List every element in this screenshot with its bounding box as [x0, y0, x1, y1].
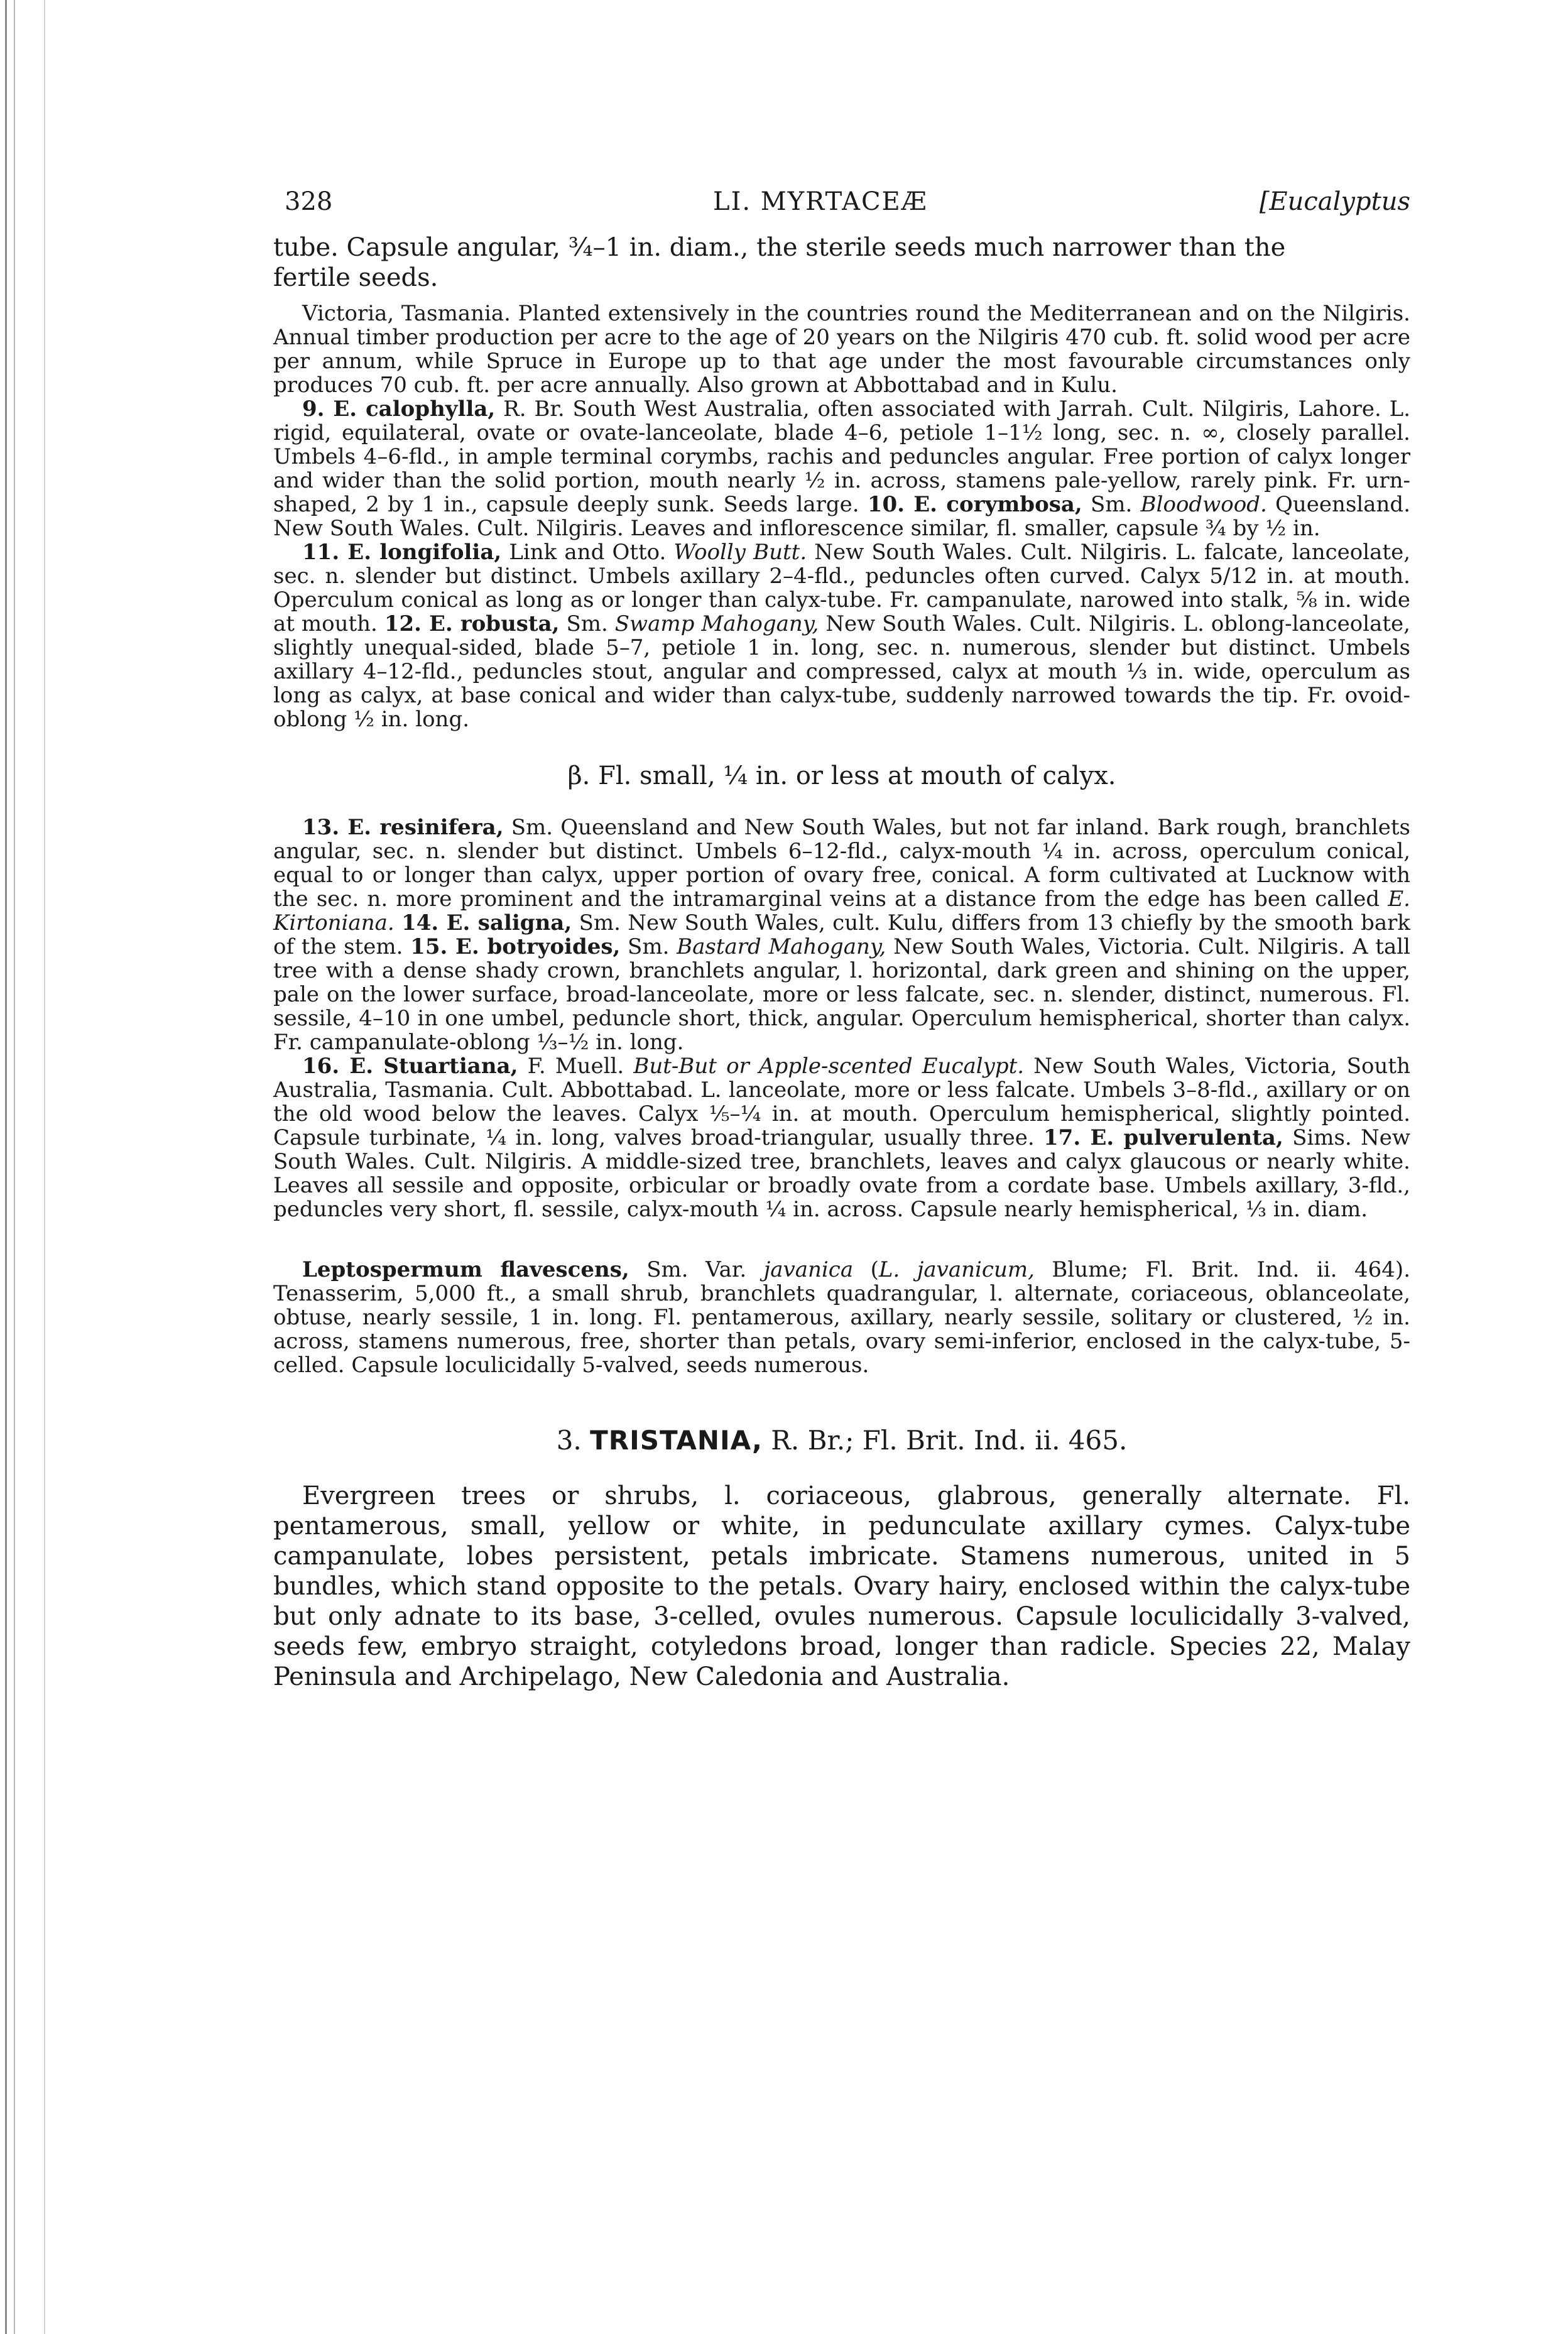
species-name: 10. E. corymbosa, [867, 492, 1082, 517]
species-name: 12. E. robusta, [384, 611, 560, 636]
genus-name: TRISTANIA, [590, 1425, 763, 1456]
species-name: Leptospermum flavescens, [302, 1257, 629, 1282]
species-name: 11. E. longifolia, [302, 540, 502, 565]
tristania-description: Evergreen trees or shrubs, l. coriaceous, glabrous, generally alternate. Fl. pentamerous, small, yellow or white, in pedunculate axillary cymes. Calyx-tube campanulate, lobes persistent, petals imbricate. Stamens numerous, united in 5 bundles, which stand opposite to the petals. Ovary hairy, enclosed within the calyx-tube but only adnate to its base, 3-celled, ovules numerous. Capsule loculicidally 3-valved, seeds few, embryo straight, cotyledons broad, longer than radicle. Species 22, Malay Peninsula and Archipelago, New Caledonia and Australia. [273, 1481, 1410, 1691]
carryover-text: tube. Capsule angular, ¾–1 in. diam., the sterile seeds much narrower than the fertile seeds. [273, 233, 1286, 292]
genus-heading-tristania: 3. TRISTANIA, R. Br.; Fl. Brit. Ind. ii. 465. [556, 1425, 1128, 1456]
genus-header: [Eucalyptus [1259, 187, 1410, 216]
species-paragraph-9-10: 9. E. calophylla, R. Br. South West Australia, often associated with Jarrah. Cult. Nilgiris, Lahore. L. rigid, equilateral, ovate or ovate-lanceolate, blade 4–6, petiole 1–1½ long, sec. n. ∞, closely parallel. Umbels 4–6-fld., in ample terminal corymbs, rachis and peduncles angular. Free portion of calyx longer and wider than the solid portion, mouth nearly ½ in. across, stamens pale-yellow, rarely pink. Fr. urn-shaped, 2 by 1 in., capsule deeply sunk. Seeds large. 10. E. corymbosa, Sm. Bloodwood. Queensland. New South Wales. Cult. Nilgiris. Leaves and inflorescence similar, fl. smaller, capsule ¾ by ½ in. [273, 396, 1411, 541]
species-name: 13. E. resinifera, [302, 815, 504, 840]
species-name: 15. E. botryoides, [410, 934, 621, 959]
common-name: But-But or Apple-scented Eucalypt. [633, 1054, 1025, 1079]
family-title: LI. MYRTACEÆ [713, 187, 928, 216]
section-heading-beta: β. Fl. small, ¼ in. or less at mouth of calyx. [567, 761, 1116, 790]
variety-name: javanica [763, 1257, 854, 1282]
species-name: 14. E. saligna, [401, 910, 572, 935]
scan-edge-line [14, 0, 15, 2334]
page-body [273, 182, 1410, 1692]
species-name: 16. E. Stuartiana, [302, 1054, 518, 1079]
leptospermum-paragraph: Leptospermum flavescens, Sm. Var. javanica (L. javanicum, Blume; Fl. Brit. Ind. ii. 464). Tenasserim, 5,000 ft., a small shrub, branchlets quadrangular, l. alternate, coriaceous, oblanceolate, obtuse, nearly sessile, 1 in. long. Fl. pentamerous, axillary, nearly sessile, solitary or clustered, ½ in. across, stamens numerous, free, shorter than petals, ovary semi-inferior, enclosed in the calyx-tube, 5-celled. Capsule loculicidally 5-valved, seeds numerous. [273, 1257, 1410, 1378]
common-name: Swamp Mahogany, [614, 611, 819, 636]
page-number: 328 [285, 187, 333, 216]
species-name: 9. E. calophylla, [302, 396, 496, 422]
globulus-distribution: Victoria, Tasmania. Planted extensively in the countries round the Mediterranean and on the Nilgiris. Annual timber production per acre to the age of 20 years on the Nilgiris 470 cub. ft. solid wood per acre per annum, while Spruce in Europe up to that age under the most favourable circumstances only produces 70 cub. ft. per acre annually. Also grown at Abbottabad and in Kulu. [273, 301, 1410, 398]
species-paragraph-13-15: 13. E. resinifera, Sm. Queensland and New South Wales, but not far inland. Bark rough, branchlets angular, sec. n. slender but distinct. Umbels 6–12-fld., calyx-mouth ¼ in. across, operculum conical, equal to or longer than calyx, upper portion of ovary free, conical. A form cultivated at Lucknow with the sec. n. more prominent and the intramarginal veins at a distance from the edge has been called E. Kirtoniana. 14. E. saligna, Sm. New South Wales, cult. Kulu, differs from 13 chiefly by the smooth bark of the stem. 15. E. botryoides, Sm. Bastard Mahogany, New South Wales, Victoria. Cult. Nilgiris. A tall tree with a dense shady crown, branchlets angular, l. horizontal, dark green and shining on the upper, pale on the lower surface, broad-lanceolate, more or less falcate, sec. n. slender, distinct, numerous. Fl. sessile, 4–10 in one umbel, peduncle short, thick, angular. Operculum hemispherical, shorter than calyx. Fr. campanulate-oblong ⅓–½ in. long. [273, 815, 1411, 1055]
common-name: Bastard Mahogany, [677, 934, 886, 959]
species-paragraph-11-12: 11. E. longifolia, Link and Otto. Woolly Butt. New South Wales. Cult. Nilgiris. L. falcate, lanceolate, sec. n. slender but distinct. Umbels axillary 2–4-fld., peduncles often curved. Calyx 5/12 in. at mouth. Operculum conical as long as or longer than calyx-tube. Fr. campanulate, narowed into stalk, ⅝ in. wide at mouth. 12. E. robusta, Sm. Swamp Mahogany, New South Wales. Cult. Nilgiris. L. oblong-lanceolate, slightly unequal-sided, blade 5–7, petiole 1 in. long, sec. n. numerous, slender but distinct. Umbels axillary 4–12-fld., peduncles stout, angular and compressed, calyx at mouth ⅓ in. wide, operculum as long as calyx, at base conical and wider than calyx-tube, suddenly narrowed towards the tip. Fr. ovoid-oblong ½ in. long. [273, 540, 1411, 732]
scan-edge-line [5, 0, 7, 2334]
variety-name: E. Kirtoniana. [273, 886, 1410, 935]
common-name: Bloodwood. [1140, 492, 1267, 517]
species-name: 17. E. pulverulenta, [1043, 1125, 1283, 1150]
common-name: Woolly Butt. [673, 540, 807, 565]
synonym-name: L. javanicum, [878, 1257, 1035, 1282]
running-header [273, 182, 1410, 232]
species-paragraph-16-17: 16. E. Stuartiana, F. Muell. But-But or Apple-scented Eucalypt. New South Wales, Victoria, South Australia, Tasmania. Cult. Abbottabad. L. lanceolate, more or less falcate. Umbels 3–8-fld., axillary or on the old wood below the leaves. Calyx ⅕–¼ in. at mouth. Operculum hemispherical, slightly pointed. Capsule turbinate, ¼ in. long, valves broad-triangular, usually three. 17. E. pulverulenta, Sims. New South Wales. Cult. Nilgiris. A middle-sized tree, branchlets, leaves and calyx glaucous or nearly white. Leaves all sessile and opposite, orbicular or broadly ovate from a cordate base. Umbels axillary, 3-fld., peduncles very short, fl. sessile, calyx-mouth ¼ in. across. Capsule nearly hemispherical, ⅓ in. diam. [273, 1054, 1410, 1222]
scan-edge-line [44, 0, 45, 2334]
